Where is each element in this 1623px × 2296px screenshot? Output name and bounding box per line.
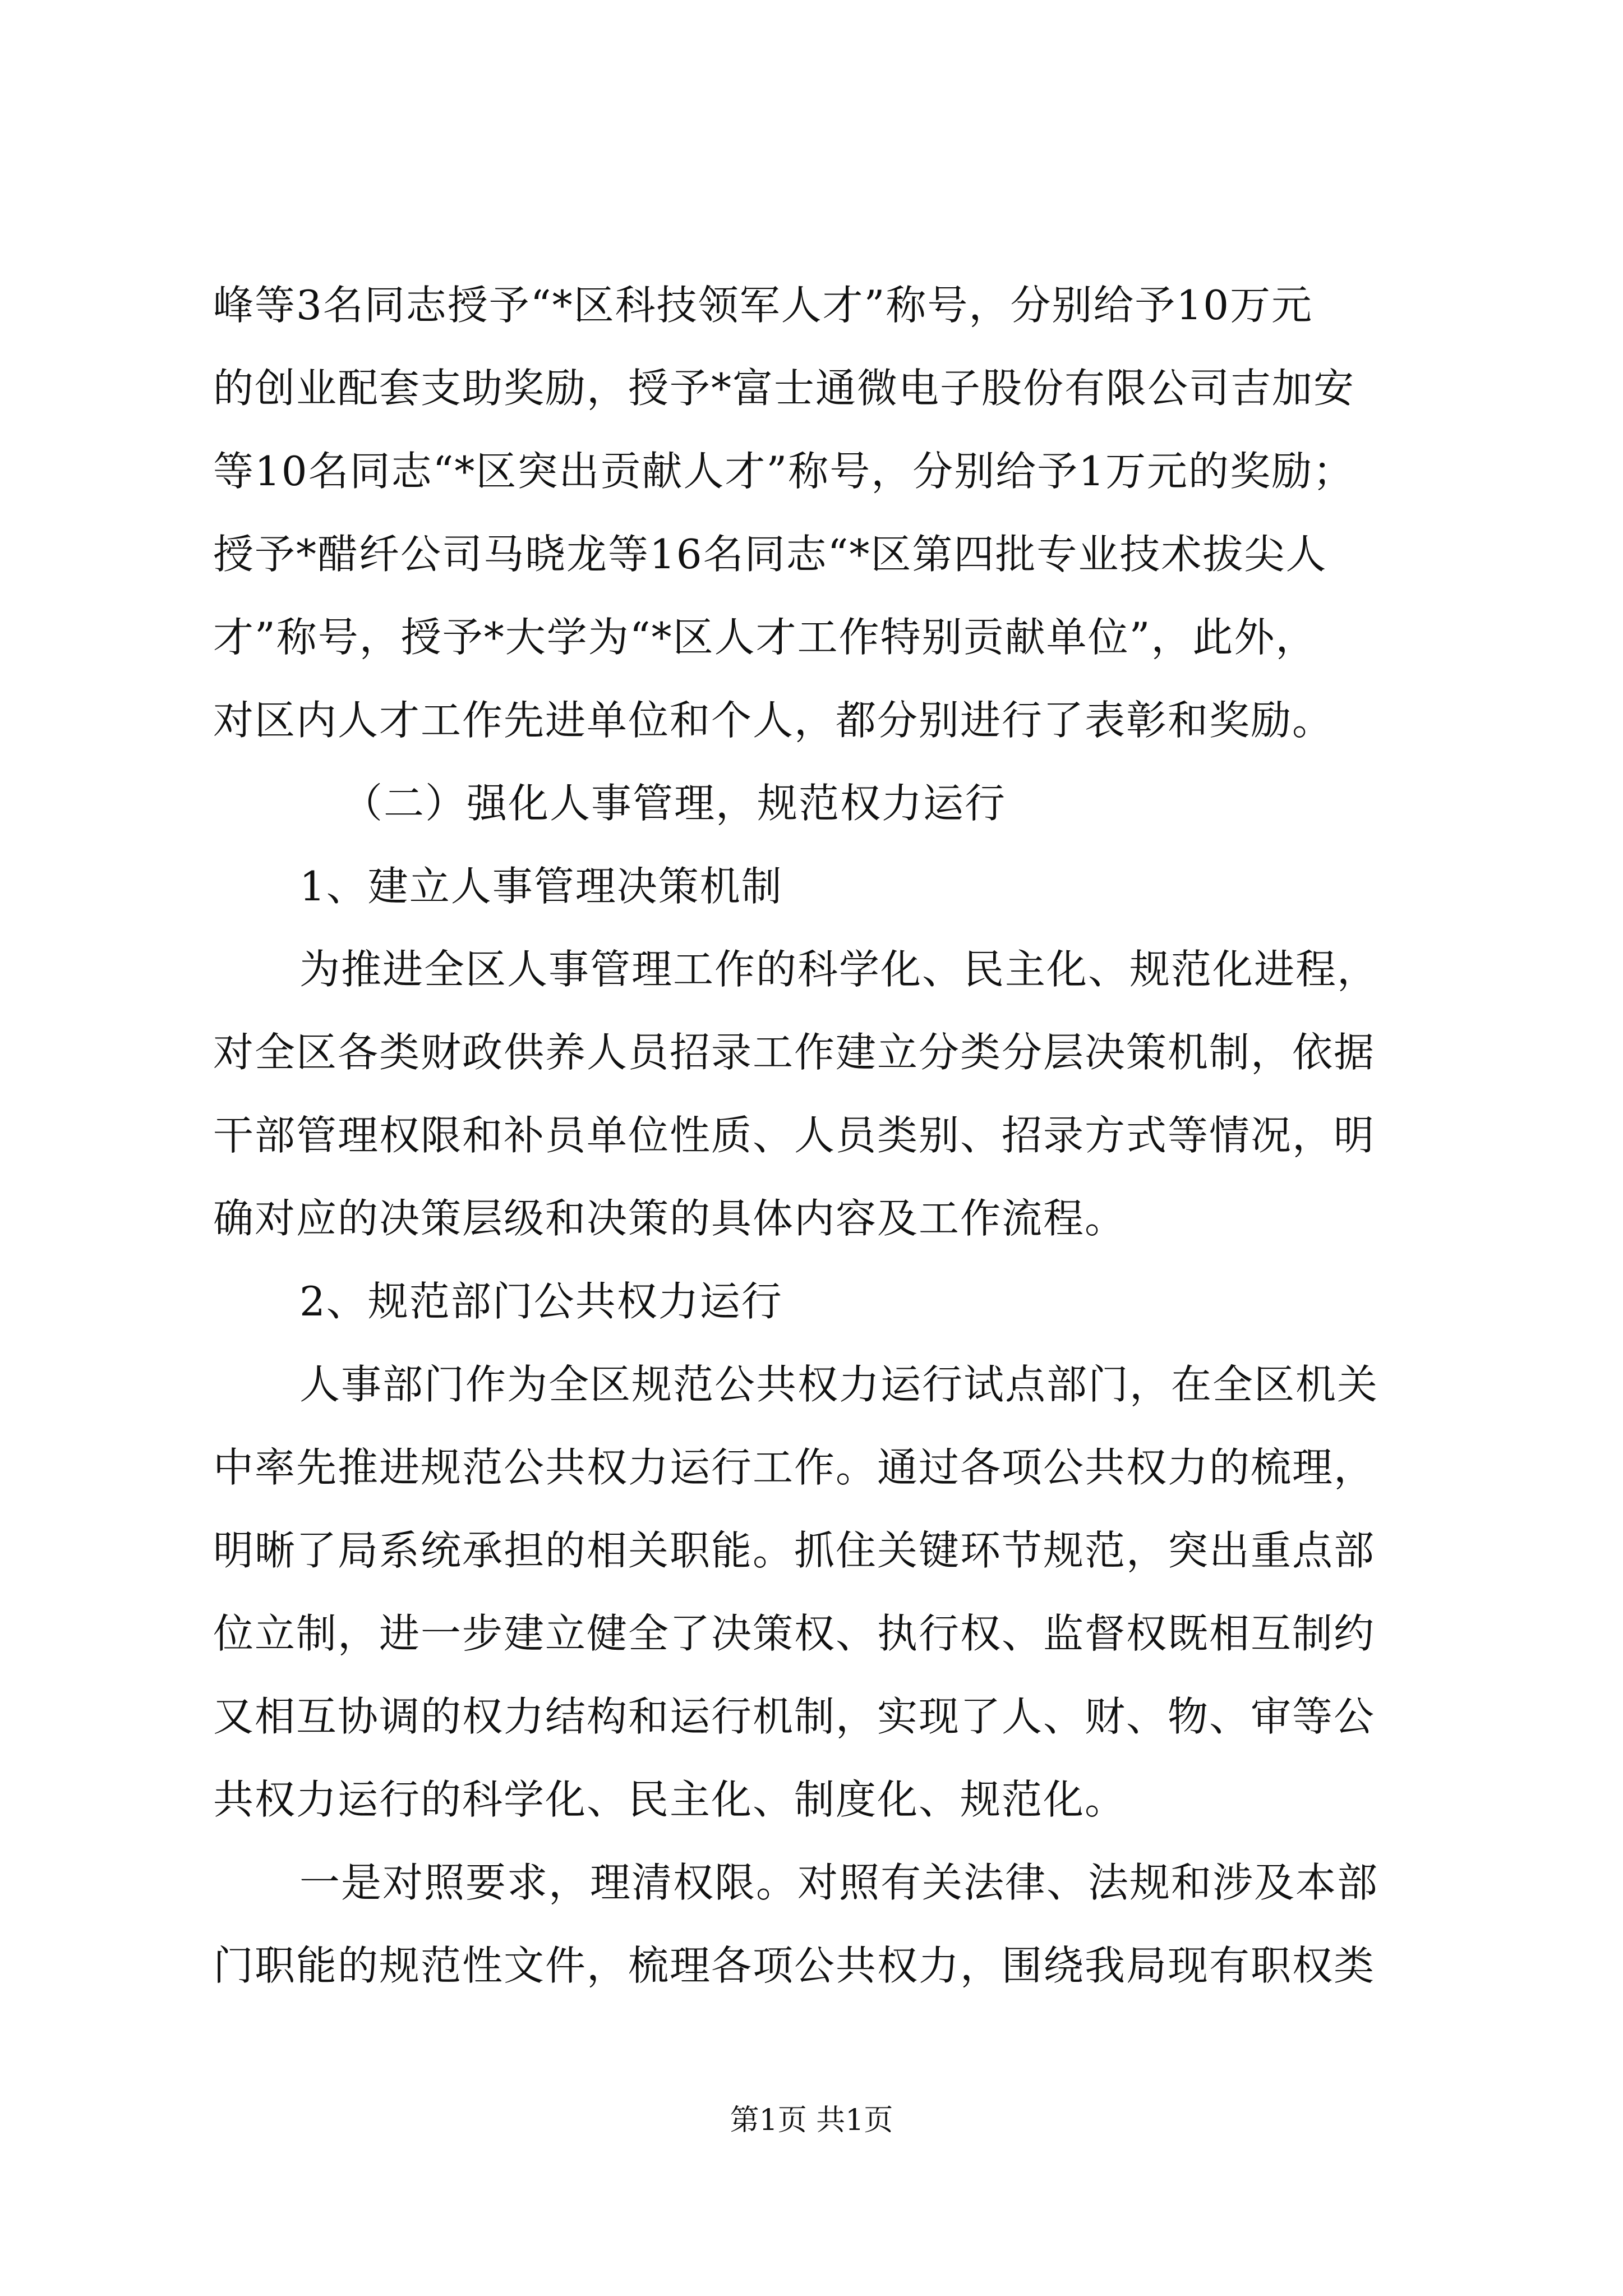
paragraph-line: 峰等3名同志授予“*区科技领军人才”称号，分别给予10万元 — [213, 282, 1313, 329]
paragraph-line: 位立制，进一步建立健全了决策权、执行权、监督权既相互制约 — [213, 1610, 1376, 1657]
subsection-heading: 2、规范部门公共权力运行 — [299, 1278, 783, 1325]
paragraph-line: 一是对照要求，理清权限。对照有关法律、法规和涉及本部 — [299, 1859, 1379, 1906]
paragraph-line: 明晰了局系统承担的相关职能。抓住关键环节规范，突出重点部 — [213, 1527, 1376, 1574]
paragraph-line: 门职能的规范性文件，梳理各项公共权力，围绕我局现有职权类 — [213, 1942, 1376, 1989]
section-heading: （二）强化人事管理，规范权力运行 — [342, 780, 1007, 827]
paragraph-line: 的创业配套支助奖励，授予*富士通微电子股份有限公司吉加安 — [213, 365, 1355, 412]
document-body — [213, 264, 1424, 2007]
paragraph-line: 对全区各类财政供养人员招录工作建立分类分层决策机制，依据 — [213, 1029, 1376, 1076]
paragraph-line: 授予*醋纤公司马晓龙等16名同志“*区第四批专业技术拔尖人 — [213, 531, 1327, 578]
paragraph-line: 对区内人才工作先进单位和个人，都分别进行了表彰和奖励。 — [213, 697, 1334, 744]
paragraph-line: 才”称号，授予*大学为“*区人才工作特别贡献单位”，此外， — [213, 614, 1317, 661]
paragraph-line: 为推进全区人事管理工作的科学化、民主化、规范化进程， — [299, 946, 1379, 993]
paragraph-line: 干部管理权限和补员单位性质、人员类别、招录方式等情况，明 — [213, 1112, 1376, 1159]
paragraph-line: 中率先推进规范公共权力运行工作。通过各项公共权力的梳理， — [213, 1444, 1376, 1491]
page-footer: 第1页 共1页 — [730, 2104, 893, 2137]
paragraph-line: 又相互协调的权力结构和运行机制，实现了人、财、物、审等公 — [213, 1693, 1376, 1740]
subsection-heading: 1、建立人事管理决策机制 — [299, 863, 783, 910]
paragraph-line: 共权力运行的科学化、民主化、制度化、规范化。 — [213, 1776, 1127, 1823]
paragraph-line: 确对应的决策层级和决策的具体内容及工作流程。 — [213, 1195, 1127, 1242]
paragraph-line: 等10名同志“*区突出贡献人才”称号，分别给予1万元的奖励； — [213, 448, 1355, 495]
paragraph-line: 人事部门作为全区规范公共权力运行试点部门，在全区机关 — [299, 1361, 1379, 1408]
